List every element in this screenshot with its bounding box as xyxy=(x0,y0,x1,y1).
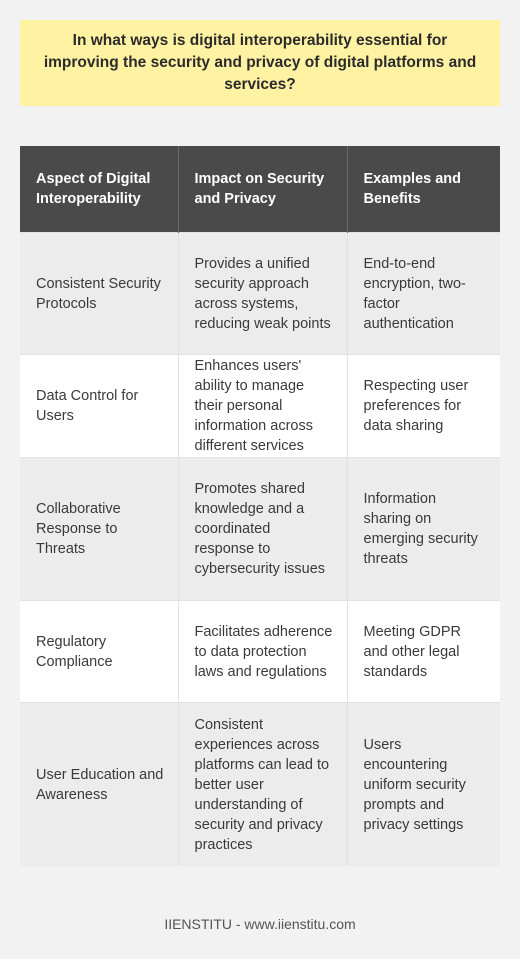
cell-impact: Facilitates adherence to data protection laws and regulations xyxy=(178,601,347,703)
table-row xyxy=(20,233,500,355)
cell-aspect: User Education and Awareness xyxy=(20,703,178,867)
cell-examples: End-to-end encryption, two-factor authentication xyxy=(347,233,500,355)
column-header-aspect: Aspect of Digital Interoperability xyxy=(20,146,178,233)
table-row xyxy=(20,703,500,867)
cell-aspect: Consistent Security Protocols xyxy=(20,233,178,355)
cell-impact: Provides a unified security approach across systems, reducing weak points xyxy=(178,233,347,355)
cell-aspect: Data Control for Users xyxy=(20,355,178,458)
table-row xyxy=(20,458,500,601)
table-row xyxy=(20,355,500,458)
cell-aspect: Regulatory Compliance xyxy=(20,601,178,703)
page-title: In what ways is digital interoperability essential for improving the security and privacy of digital platforms and services? xyxy=(43,32,477,93)
column-header-impact: Impact on Security and Privacy xyxy=(178,146,347,233)
cell-aspect: Collaborative Response to Threats xyxy=(20,458,178,601)
cell-impact: Consistent experiences across platforms can lead to better user understanding of security and privacy practices xyxy=(178,703,347,867)
table-header-row xyxy=(20,146,500,233)
table-row xyxy=(20,601,500,703)
cell-impact: Enhances users' ability to manage their personal information across different services xyxy=(178,355,347,458)
cell-examples: Meeting GDPR and other legal standards xyxy=(347,601,500,703)
title-banner xyxy=(20,20,500,106)
cell-impact: Promotes shared knowledge and a coordinated response to cybersecurity issues xyxy=(178,458,347,601)
footer-credit: IIENSTITU - www.iienstitu.com xyxy=(164,916,356,932)
comparison-table xyxy=(20,146,500,866)
cell-examples: Users encountering uniform security prompts and privacy settings xyxy=(347,703,500,867)
column-header-examples: Examples and Benefits xyxy=(347,146,500,233)
cell-examples: Respecting user preferences for data sharing xyxy=(347,355,500,458)
cell-examples: Information sharing on emerging security threats xyxy=(347,458,500,601)
